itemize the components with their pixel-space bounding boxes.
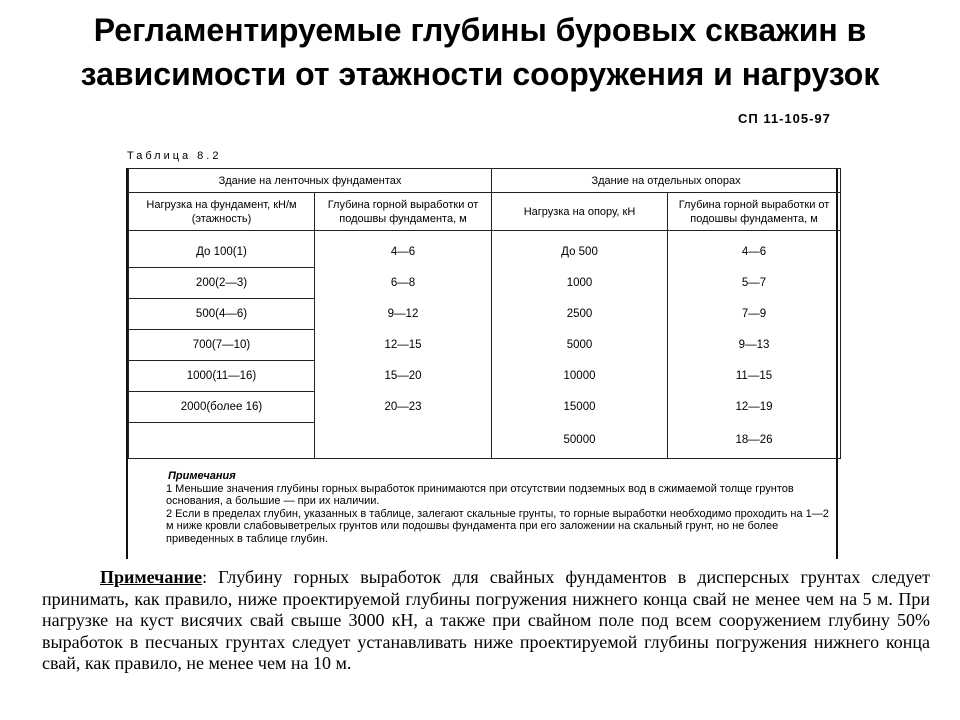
table-cell: 12—19: [668, 392, 841, 423]
table-cell: 15000: [492, 392, 668, 423]
table-cell: 50000: [492, 423, 668, 459]
table-caption: Таблица 8.2: [127, 150, 222, 162]
note-text: : Глубину горных выработок для свайных фундаментов в дисперсных грунтах следует принимать, как правило, ниже проектируемой глубины погружения нижнего конца свай не менее чем на 5 м. При нагрузке на куст висячих свай свыше 3000 кН, а также при свайном поле под всем сооружением глубину 50% выработок в песчаных грунтах следует устанавливать ниже проектируемой глубины погружения нижнего конца свай, как правило, не менее чем на 10 м.: [42, 567, 930, 674]
pile-foundation-note: [42, 567, 930, 675]
table-cell: 700(7—10): [129, 330, 315, 361]
table-cell: До 500: [492, 231, 668, 268]
slide-title-line-2: зависимости от этажности сооружения и нагрузок: [80, 56, 880, 92]
table-cell: 18—26: [668, 423, 841, 459]
group-header-strip-foundations: Здание на ленточных фундаментах: [129, 169, 492, 193]
table-cell: До 100(1): [129, 231, 315, 268]
note-item: 1 Меньшие значения глубины горных выработок принимаются при отсутствии подземных вод в сжимаемой толще грунтов основания, а большие — при их наличии.: [166, 482, 794, 507]
table-group-header-row: [129, 169, 841, 193]
table-cell: 15—20: [315, 361, 492, 392]
table-cell: 500(4—6): [129, 299, 315, 330]
scanned-table-block: [126, 168, 838, 559]
table-notes: [128, 459, 836, 559]
table-column-header-row: [129, 193, 841, 231]
table-cell: 200(2—3): [129, 268, 315, 299]
table-cell: 1000(11—16): [129, 361, 315, 392]
note-label: Примечание: [100, 567, 203, 587]
table-cell: 2000(более 16): [129, 392, 315, 423]
table-cell: [315, 423, 492, 459]
group-header-separate-supports: Здание на отдельных опорах: [492, 169, 841, 193]
column-header: Глубина горной выработки от подошвы фундамента, м: [315, 193, 492, 231]
table-cell: 5000: [492, 330, 668, 361]
table-cell: 11—15: [668, 361, 841, 392]
table-cell: 6—8: [315, 268, 492, 299]
depth-table: [128, 168, 841, 459]
table-cell: 9—12: [315, 299, 492, 330]
table-cell: [129, 423, 315, 459]
table-row: [129, 299, 841, 330]
column-header: Нагрузка на опору, кН: [492, 193, 668, 231]
note-item: 2 Если в пределах глубин, указанных в таблице, залегают скальные грунты, то горные выработки необходимо проходить на 1—2 м ниже кровли слабовыветрелых грунтов или подошвы фундамента при его заложении на скальный грунт, но не более приведенных в таблице глубин.: [166, 507, 829, 545]
table-cell: 12—15: [315, 330, 492, 361]
slide-title-line-1: Регламентируемые глубины буровых скважин в: [93, 12, 867, 48]
table-cell: 7—9: [668, 299, 841, 330]
notes-heading: Примечания: [168, 470, 236, 482]
table-cell: 5—7: [668, 268, 841, 299]
table-row: [129, 268, 841, 299]
table-cell: 2500: [492, 299, 668, 330]
table-cell: 10000: [492, 361, 668, 392]
table-row: [129, 361, 841, 392]
table-cell: 20—23: [315, 392, 492, 423]
table-cell: 9—13: [668, 330, 841, 361]
table-cell: 1000: [492, 268, 668, 299]
table-row: [129, 231, 841, 268]
slide-title: [0, 8, 960, 96]
table-cell: 4—6: [315, 231, 492, 268]
column-header: Глубина горной выработки от подошвы фундамента, м: [668, 193, 841, 231]
source-code: СП 11-105-97: [738, 111, 831, 126]
table-row: [129, 423, 841, 459]
column-header: Нагрузка на фундамент, кН/м (этажность): [129, 193, 315, 231]
table-row: [129, 330, 841, 361]
table-cell: 4—6: [668, 231, 841, 268]
table-row: [129, 392, 841, 423]
